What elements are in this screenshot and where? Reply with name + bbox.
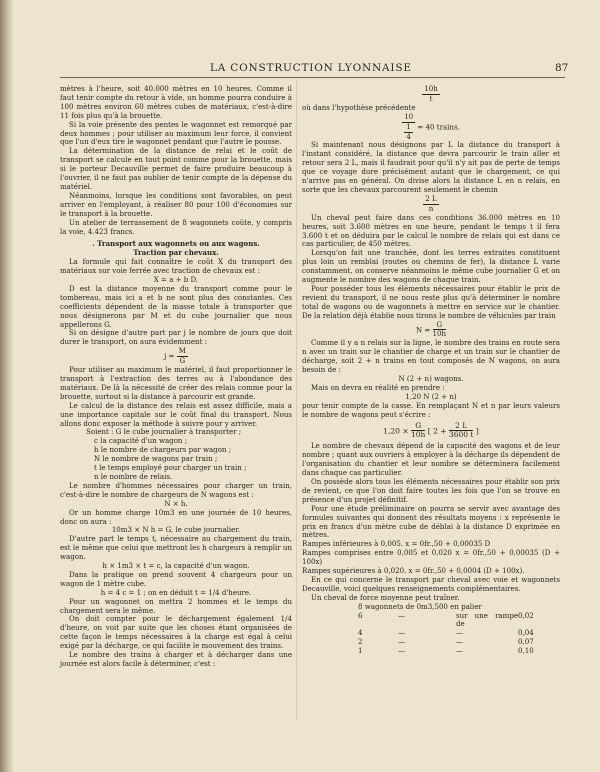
paragraph: Comme il y a n relais sur la ligne, le nombre des trains en route sera n avec un train sur le chantier de charge et un train sur le chantier de décharge, soit 2 + n trains en tout composés de N wagons, on aura besoin de : [302,338,560,375]
equation: h = 4 c = 1 ; on en déduit t = 1/4 d'heure. [100,587,252,597]
paragraph: La formule qui fait connaître le coût X du transport des matériaux sur voie ferrée avec traction de chevaux est : [60,257,292,276]
paragraph: pour tenir compte de la casse. En remplaçant N et n par leurs valeurs le nombre de wagons peut s'écrire : [302,400,560,419]
fraction-numerator: 10 [404,111,414,121]
paragraph: Pour utiliser au maximum le matériel, il faut proportionner le transport à l'extraction des terres ou à l'abondance des matériaux. De là la nécessité de créer des relais comme pour la brouette, surtout si la distance à parcourir est grande. [60,365,292,401]
section-heading: . Transport aux wagonnets ou aux wagons. [92,239,260,249]
paragraph: Si maintenant nous désignons par L la distance du transport à l'instant considéré, la distance que devra parcourir le train aller et retour sera 2 L, mais il faudrait pour qu'il n'y ait pas de perte de temps que ce voyage dure précisément autant que le chargement, ce qui n'arrive pas en général. On divise alors la distance L en n relais, en sorte que les chevaux parcourent seulement le chemin [302,140,560,194]
ramp-cell: — [456,637,464,647]
definition-line: t le temps employé pour charger un train ; [94,463,247,473]
fraction-denominator: n [428,203,434,213]
nested-fraction [404,123,412,142]
paragraph: Pour une étude préliminaire on pourra se servir avec avantage des formules suivantes qui donnent des résultats moyens : x représente le prix en francs d'un mètre cube de déblai à la distance D exprimée en mètres. [302,503,560,540]
equation: N × h. [164,498,188,508]
fraction-denominator: 4 [406,131,411,141]
paragraph: Un cheval de force moyenne peut traîner. [311,592,460,602]
ramp-cell: — [398,610,406,620]
formula-line: Rampes supérieures à 0,020. x = 0fr.,50 + 0,0004 (D + 100x). [302,566,525,576]
paragraph: Néanmoins, lorsque les conditions sont favorables, on peut arriver en l'employant, à réaliser 80 pour 100 d'économies sur le transport à la brouette. [60,190,292,218]
ramp-cell: 0,10 [518,646,534,656]
equation-rhs: = 40 trains. [417,122,460,132]
fraction-numerator: 2 L [425,193,437,203]
fraction-numerator: 10h [424,84,438,93]
definition-line: n le nombre de relais. [94,471,173,481]
equation: 10m3 × N h = G, le cube journalier. [111,525,241,535]
paragraph: Pour posséder tous les éléments nécessaires pour établir le prix de revient du transport, il ne nous reste plus qu'à déterminer le nombre total de wagons ou de wagonnets à mettre en service sur le chantier. De la relation déjà établie nous tirons le nombre de véhicules par train [302,283,560,320]
ramp-cell: 0,02 [518,610,534,620]
fraction-denominator [402,123,415,142]
fraction [402,113,415,142]
equation: X = a + b D. [153,275,199,285]
definition-line: N le nombre de wagons par train ; [94,454,218,464]
definition-line: h le nombre de chargeurs par wagon ; [94,445,232,455]
ramp-cell: — [398,628,406,638]
section-subheading: Traction par chevaux. [133,248,219,258]
ramp-cell: 1 [358,646,363,656]
fraction-denominator: G [179,356,186,366]
paragraph: Si la voie présente des pentes le wagonnet est remorqué par deux hommes ; pour utiliser au maximum leur force, il convient que l'un d'eux tire le wagonnet pendant que l'autre le pousse. [60,119,292,147]
fraction [422,85,440,104]
paragraph: Le calcul de la distance des relais est assez difficile, mais a une importance capitale sur le coût final du transport. Nous allons donc exposer la méthode à suivre pour y arriver. [60,400,292,428]
equation [60,347,292,366]
equation: 1,20 N (2 + n) [405,391,457,401]
ramp-table [358,612,560,657]
page-binding-shadow [0,0,14,772]
fraction-denominator: t [429,93,433,103]
ramp-cell: sur une rampe de [456,610,518,629]
paragraph: Pour un wagonnet on mettra 2 hommes et le temps du chargement sera le même. [60,596,292,615]
ramp-cell: — [456,646,464,656]
fraction [423,195,438,214]
header-rule [60,77,565,78]
fraction-numerator: 1 [406,121,411,131]
right-column [302,85,560,656]
paragraph: Or un homme charge 10m3 en une journée de 10 heures, donc on aura : [60,507,292,526]
fraction [433,321,447,340]
ramp-cell: — [398,646,406,656]
paragraph: Mais on devra en réalité en prendre : [311,382,445,392]
left-column [60,85,292,669]
fraction-numerator: 2 L [449,422,474,432]
equation [302,113,560,142]
ramp-cell: 4 [358,628,363,638]
paragraph: Un atelier de terrassement de 8 wagonnets coûte, y compris la voie, 4.423 francs. [60,217,292,236]
column-gutter [296,80,297,720]
paragraph: Un cheval peut faire dans ces conditions 36.000 mètres en 10 heures, soit 3.600 mètres en une heure, pendant le temps t il fera 3.600 t et on déduira par le calcul le nombre de relais qui est dans ce cas particulier, de 450 mètres. [302,212,560,249]
running-header-title: LA CONSTRUCTION LYONNAISE [210,62,412,74]
definition-line: c la capacité d'un wagon ; [94,436,188,446]
equation [302,321,560,340]
ramp-cell: 0,07 [518,637,534,647]
fraction-denominator: 10h [432,329,447,339]
equation-part: ] [475,425,479,435]
equation [302,195,560,214]
equation-lhs: N = [415,324,431,334]
fraction [449,422,474,441]
equation [302,85,560,104]
ramp-cell: 6 [358,610,363,620]
page-number: 87 [555,62,569,74]
equation: h × 1m3 × t = c, la capacité d'un wagon. [102,561,250,571]
fraction-denominator: 3600 t [448,430,474,440]
paragraph: On doit compter pour le déchargement également 1/4 d'heure, on voit par suite que les choses étant organisées de cette façon le temps nécessaires à la charge est égal à celui exigé par la décharge, ce qui facilite le mouvement des trains. [60,614,292,651]
paragraph: mètres à l'heure, soit 40.000 mètres en 10 heures. Comme il faut tenir compte du retour à vide, un homme pourra conduire à 100 mètres environ 60 mètres cubes de matériaux, c'est-à-dire 11 fois plus qu'à la brouette. [60,84,292,120]
paragraph: D'autre part le temps t, nécessaire au chargement du train, est le même que celui que mettront les h chargeurs à remplir un wagon. [60,534,292,562]
equation-wagons [302,422,560,441]
equation-part: [ 2 + [427,425,447,435]
equation: N (2 + n) wagons. [398,374,464,383]
paragraph: La détermination de la distance de relai et le coût de transport se calcule en tout point comme pour la brouette, mais si le porteur Decauville permet de faire produire beaucoup à l'ouvrier, il ne faut pas oublier de tenir compte de la dépense du matériel. [60,146,292,191]
equation-lhs: j = [164,351,175,361]
formula-line: Rampes comprises entre 0,005 et 0,020 x = 0fr.,50 + 0,00035 (D + 100x) [302,548,560,567]
fraction-denominator: 10h [411,430,426,440]
paragraph: Le nombre de chevaux dépend de la capacité des wagons et de leur nombre ; quant aux ouvriers à employer à la décharge ils dépendent de l'organisation du chantier et leur nombre se déterminera facilement dans chaque cas particulier. [302,441,560,478]
ramp-cell: 0,04 [518,628,534,638]
paragraph: où dans l'hypothèse précédente [302,102,416,112]
paragraph: Le nombre des trains à charger et à décharger dans une journée est alors facile à déterminer, c'est : [60,650,292,668]
paragraph: Si on désigne d'autre part par j le nombre de jours que doit durer le transport, on aura évidemment : [60,328,292,347]
ramp-table-first-row: 8 wagonnets de 0m3,500 en palier [358,601,482,611]
fraction-numerator: G [411,422,425,432]
fraction-numerator: M [178,346,186,356]
ramp-cell: — [398,637,406,647]
definition-line: Soient : G le cube journalier à transporter ; [86,427,242,437]
paragraph: Le nombre d'hommes nécessaires pour charger un train, c'est-à-dire le nombre de chargeurs de N wagons est : [60,480,292,499]
fraction [411,422,425,441]
paragraph: D est la distance moyenne du transport comme pour le tombereau, mais ici a et b ne sont plus des constantes. Ces coefficients dépendent de la masse totale à transporter que nous désignerons par M et du cube journalier que nous appellerons G. [60,283,292,329]
equation-part: 1,20 × [383,425,409,435]
paragraph: Lorsqu'on fait une tranchée, dont les terres extraites constituent plus loin un remblai (routes ou chemins de fer), la distance L varie constamment, on conserve néanmoins le même cube journalier G et on augmente le nombre des wagons de chaque train. [302,248,560,285]
paragraph: En ce qui concerne le transport par cheval avec voie et wagonnets Decauville, voici quelques renseignements complémentaires. [302,574,560,593]
paragraph: Dans la pratique on prend souvent 4 chargeurs pour un wagon de 1 mètre cube. [60,569,292,588]
ramp-cell: 2 [358,637,363,647]
ramp-cell: — [456,628,464,638]
paragraph: On possède alors tous les éléments nécessaires pour établir son prix de revient, ce que l'on doit faire toutes les fois que l'on se trouve en présence d'un projet définitif. [302,476,560,504]
fraction [177,347,188,366]
formula-line: Rampes inférieures à 0,005. x = 0fr.,50 + 0,00035 D [302,539,491,549]
fraction-numerator: G [433,321,447,331]
